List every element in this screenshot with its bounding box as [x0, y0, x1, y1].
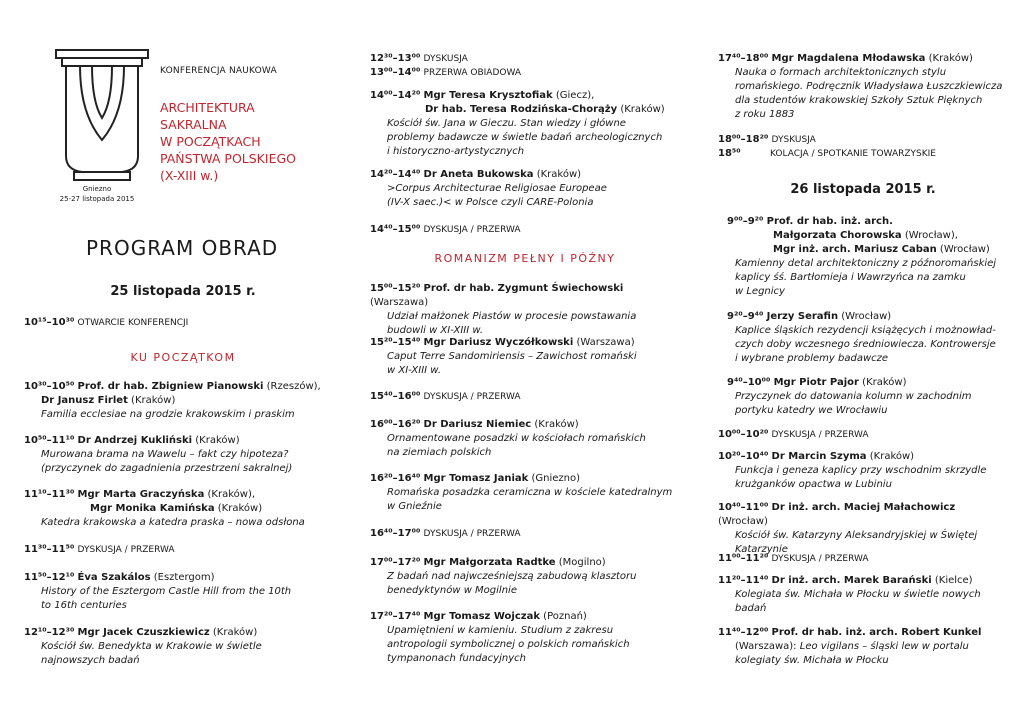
time-text: 10⁰⁰–10²⁰: [718, 429, 769, 440]
label-text: DYSKUSJA / PRZERWA: [77, 545, 175, 555]
label-text: DYSKUSJA / PRZERWA: [423, 529, 521, 539]
-text: SAKRALNA: [160, 117, 227, 132]
program-entry: [370, 556, 680, 598]
discussion-entry: [370, 52, 680, 66]
dinner-entry: [718, 147, 1008, 161]
conference-label: KONFERENCJA NAUKOWA: [160, 66, 277, 76]
program-entry: [370, 472, 680, 514]
title-text: Katarzynie: [735, 544, 788, 555]
aff-text: (Poznań): [543, 611, 587, 622]
aff-text: (Kraków): [620, 104, 665, 115]
title-text: czych doby wczesnego średniowiecza. Kontrowersje: [735, 339, 996, 350]
romanesque-capital-logo: [52, 44, 152, 204]
title-text: Kaplice śląskich rezydencji książęcych i możnowład-: [735, 325, 996, 336]
name-text: Mgr Monika Kamińska: [90, 503, 215, 514]
program-entry: [370, 610, 680, 666]
title-text: Kościół św. Benedykta w Krakowie w świetle: [41, 641, 262, 652]
title-a-text: Leo vigilans – śląski lew w portalu: [799, 641, 969, 652]
name-text: Mgr Magdalena Młodawska: [771, 53, 926, 64]
name-text: Prof. dr hab. inż. arch.: [766, 216, 893, 227]
time-text: 16²⁰–16⁴⁰: [370, 473, 421, 484]
aff-text: (Warszawa): [370, 297, 429, 308]
time-text: 11⁴⁰–12⁰⁰: [718, 627, 769, 638]
name-text: Mgr Tomasz Wojczak: [423, 611, 540, 622]
aff-text: (Wrocław): [718, 516, 768, 527]
program-entry: [718, 215, 1008, 299]
aff-text: (Kraków): [536, 169, 582, 180]
title-text: Ornamentowane posadzki w kościołach romańskich: [387, 433, 646, 444]
name-text: Dr Janusz Firlet: [41, 395, 128, 406]
title-text: >Corpus Architecturae Religiosae Europeae: [387, 183, 607, 194]
dates-text: 25-27 listopada 2015: [59, 195, 135, 203]
aff-text: (Kraków): [212, 627, 258, 638]
title-text: Funkcja i geneza kaplicy przy wschodnim skrzydle: [735, 465, 987, 476]
title-text: w XI-XIII w.: [387, 365, 442, 376]
program-entry: [718, 450, 1008, 492]
title-text: Przyczynek do datowania kolumn w zachodnim: [735, 391, 972, 402]
aff-text: (Mogilno): [558, 557, 606, 568]
title-text: tympanonach fundacyjnych: [387, 653, 526, 664]
discussion-entry: [370, 527, 680, 541]
time-text: 15⁰⁰–15²⁰: [370, 283, 421, 294]
time-text: 16⁰⁰–16²⁰: [370, 419, 421, 430]
title-text: dla studentów krakowskiej Szkoły Sztuk Pięknych: [735, 95, 983, 106]
program-entry: [718, 52, 1008, 122]
title-text: Udział małżonek Piastów w procesie powstawania: [387, 311, 637, 322]
title-text: romańskiego. Podręcznik Władysława Łuszczkiewicza: [735, 81, 1003, 92]
section-heading: ROMANIZM PEŁNY I PÓŹNY: [434, 252, 616, 265]
name-text: Mgr inż. arch. Mariusz Caban: [773, 244, 937, 255]
program-entry: [718, 376, 1008, 418]
title-text: w Gnieźnie: [387, 501, 442, 512]
label-text: KOLACJA / SPOTKANIE TOWARZYSKIE: [770, 149, 936, 159]
program-entry: [24, 434, 342, 476]
-text: PAŃSTWA POLSKIEGO: [160, 151, 296, 166]
title-text: budowli w XI-XIII w.: [387, 325, 484, 336]
time-text: 11⁰⁰–11²⁰: [718, 553, 769, 564]
aff-text: (Kraków): [869, 451, 915, 462]
name-text: Mgr Małgorzata Radtke: [423, 557, 556, 568]
discussion-entry: [24, 543, 342, 557]
-text: W POCZĄTKACH: [160, 134, 261, 149]
name-text: Prof. dr hab. Zbigniew Pianowski: [77, 381, 264, 392]
title-text: History of the Esztergom Castle Hill from the 10th: [41, 586, 292, 597]
title-text: Kolegiata św. Michała w Płocku w świetle nowych: [735, 589, 981, 600]
program-entry: [370, 418, 680, 460]
aff-text: (Wrocław),: [904, 230, 958, 241]
time-text: 11³⁰–11⁵⁰: [24, 544, 75, 555]
title-text: badań: [735, 603, 767, 614]
aff-text: (Giecz),: [555, 90, 595, 101]
aff-text: (Wrocław): [939, 244, 990, 255]
conference-place: [52, 184, 142, 204]
title-text: z roku 1883: [735, 109, 795, 120]
title-text: Kościół św. Katarzyny Aleksandryjskiej w Świętej: [735, 530, 978, 541]
label-text: DYSKUSJA / PRZERWA: [771, 430, 869, 440]
program-entry: [24, 626, 342, 668]
time-text: 16⁴⁰–17⁰⁰: [370, 528, 421, 539]
label-text: DYSKUSJA / PRZERWA: [423, 225, 521, 235]
title-text: portyku katedry we Wrocławiu: [735, 405, 888, 416]
label-text: DYSKUSJA: [771, 135, 816, 145]
title-text: Kamienny detal architektoniczny z późnoromańskiej: [735, 258, 997, 269]
day-heading: 25 listopada 2015 r.: [110, 284, 256, 299]
program-entry: [718, 574, 1008, 616]
time-text: 15⁴⁰–16⁰⁰: [370, 391, 421, 402]
discussion-entry: [718, 552, 1008, 566]
aff-text: (Kraków): [217, 503, 263, 514]
time-text: 10¹⁵–10³⁰: [24, 317, 75, 328]
time-text: 9⁴⁰–10⁰⁰: [727, 377, 771, 388]
discussion-entry: [718, 428, 1008, 442]
aff-text: (Kraków): [534, 419, 579, 430]
program-entry: [718, 626, 1008, 668]
label-text: PRZERWA OBIADOWA: [423, 68, 522, 78]
title-text: Z badań nad najwcześniejszą zabudową klasztoru: [387, 571, 637, 582]
program-entry: [24, 571, 342, 613]
time-text: 11⁵⁰–12¹⁰: [24, 572, 75, 583]
title-text: krużganków opactwa w Lubiniu: [735, 479, 892, 490]
aff-text: (Kraków),: [207, 489, 256, 500]
name-text: Mgr Piotr Pajor: [773, 377, 859, 388]
time-text: 9⁰⁰–9²⁰: [727, 216, 764, 227]
name-text: Dr Marcin Szyma: [771, 451, 867, 462]
title-text: Familia ecclesiae na grodzie krakowskim i praskim: [41, 409, 295, 420]
title-text: na ziemiach polskich: [387, 447, 492, 458]
name-text: Małgorzata Chorowska: [773, 230, 902, 241]
day-heading: 26 listopada 2015 r.: [790, 182, 936, 197]
aff-text: (Warszawa): [576, 337, 635, 348]
title-text: Romańska posadzka ceramiczna w kościele katedralnym: [387, 487, 673, 498]
title-text: problemy badawcze w świetle badań archeologicznych: [387, 132, 663, 143]
time-text: 17²⁰–17⁴⁰: [370, 611, 421, 622]
program-title: PROGRAM OBRAD: [86, 236, 279, 260]
name-text: Dr inż. arch. Marek Barański: [771, 575, 932, 586]
discussion-entry: [370, 223, 680, 237]
time-text: 14⁴⁰–15⁰⁰: [370, 224, 421, 235]
name-text: Prof. dr hab. inż. arch. Robert Kunkel: [771, 627, 982, 638]
program-entry: [24, 380, 342, 422]
name-text: Dr inż. arch. Maciej Małachowicz: [771, 502, 956, 513]
title-text: i wybrane problemy badawcze: [735, 353, 889, 364]
aff-text: (Kraków): [862, 377, 907, 388]
title-text: kolegiaty św. Michała w Płocku: [735, 655, 889, 666]
label-text: DYSKUSJA / PRZERWA: [771, 554, 869, 564]
title-text: (IV-X saec.)< w Polsce czyli CARE-Polonia: [387, 197, 594, 208]
program-entry: [370, 168, 680, 210]
name-text: Dr Dariusz Niemiec: [423, 419, 532, 430]
opening-entry: [24, 316, 342, 330]
conference-header: [52, 44, 352, 214]
program-entry: [370, 336, 680, 378]
time-text: 17⁰⁰–17²⁰: [370, 557, 421, 568]
time-text: 10⁵⁰–11¹⁰: [24, 435, 75, 446]
aff-text: (Warszawa):: [735, 641, 797, 652]
title-text: kaplicy śś. Bartłomieja i Wawrzyńca na zamku: [735, 272, 966, 283]
title-text: Nauka o formach architektonicznych stylu: [735, 67, 947, 78]
discussion-entry: [370, 390, 680, 404]
-text: (X-XIII w.): [160, 168, 219, 183]
title-text: Kościół św. Jana w Gieczu. Stan wiedzy i główne: [387, 118, 626, 129]
title-text: i historyczno-artystycznych: [387, 146, 525, 157]
aff-text: (Rzeszów),: [266, 381, 321, 392]
time-text: 12³⁰–13⁰⁰: [370, 53, 421, 64]
name-text: Jerzy Serafin: [766, 311, 839, 322]
name-text: Dr Aneta Bukowska: [423, 169, 534, 180]
time-text: 18⁰⁰–18²⁰: [718, 134, 769, 145]
label-text: OTWARCIE KONFERENCJI: [77, 318, 189, 328]
aff-text: (Gniezno): [531, 473, 580, 484]
time-text: 9²⁰–9⁴⁰: [727, 311, 764, 322]
time-text: 13⁰⁰–14⁰⁰: [370, 67, 421, 78]
title-text: Caput Terre Sandomiriensis – Zawichost romański: [387, 351, 637, 362]
time-text: 14⁰⁰–14²⁰: [370, 90, 421, 101]
program-entry: [370, 89, 680, 159]
time-text: 11²⁰–11⁴⁰: [718, 575, 769, 586]
-text: ARCHITEKTURA: [160, 100, 255, 115]
section-heading: KU POCZĄTKOM: [130, 351, 236, 364]
aff-text: (Wrocław): [841, 311, 892, 322]
aff-text: (Esztergom): [153, 572, 215, 583]
title-text: w Legnicy: [735, 286, 785, 297]
lunch-break-entry: [370, 66, 680, 80]
title-text: Murowana brama na Wawelu – fakt czy hipoteza?: [41, 449, 289, 460]
program-entry: [370, 282, 680, 338]
aff-text: (Kraków): [131, 395, 176, 406]
title-text: (przyczynek do zagadnienia przestrzeni sakralnej): [41, 463, 293, 474]
time-text: 10³⁰–10⁵⁰: [24, 381, 75, 392]
name-text: Mgr Jacek Czuszkiewicz: [77, 627, 210, 638]
time-text: 17⁴⁰–18⁰⁰: [718, 53, 769, 64]
aff-text: (Kraków): [195, 435, 240, 446]
aff-text: (Kielce): [934, 575, 973, 586]
name-text: Dr hab. Teresa Rodzińska-Chorąży: [425, 104, 618, 115]
name-text: Mgr Tomasz Janiak: [423, 473, 529, 484]
name-text: Mgr Dariusz Wyczółkowski: [423, 337, 574, 348]
title-text: to 16th centuries: [41, 600, 127, 611]
name-text: Éva Szakálos: [77, 572, 151, 583]
program-entry: [718, 310, 1008, 366]
program-entry: [718, 501, 1008, 557]
time-text: 10²⁰–10⁴⁰: [718, 451, 769, 462]
title-text: Katedra krakowska a katedra praska – nowa odsłona: [41, 517, 305, 528]
name-text: Mgr Marta Graczyńska: [77, 489, 205, 500]
title-text: benedyktynów w Mogilnie: [387, 585, 517, 596]
name-text: Prof. dr hab. Zygmunt Świechowski: [423, 283, 624, 294]
conference-title: [160, 99, 296, 184]
time-text: 14²⁰–14⁴⁰: [370, 169, 421, 180]
name-text: Mgr Teresa Krysztofiak: [423, 90, 553, 101]
aff-text: (Kraków): [928, 53, 973, 64]
label-text: DYSKUSJA / PRZERWA: [423, 392, 521, 402]
title-text: najnowszych badań: [41, 655, 140, 666]
title-text: antropologii symbolicznej o polskich romańskich: [387, 639, 630, 650]
time-text: 15²⁰–15⁴⁰: [370, 337, 421, 348]
label-text: DYSKUSJA: [423, 54, 468, 64]
name-text: Dr Andrzej Kukliński: [77, 435, 193, 446]
time-text: 12¹⁰–12³⁰: [24, 627, 75, 638]
time-text: 10⁴⁰–11⁰⁰: [718, 502, 769, 513]
title-text: Upamiętnieni w kamieniu. Studium z zakresu: [387, 625, 614, 636]
place-text: Gniezno: [82, 185, 112, 193]
time-text: 18⁵⁰: [718, 148, 741, 159]
time-text: 11¹⁰–11³⁰: [24, 489, 75, 500]
discussion-entry: [718, 133, 1008, 147]
program-entry: [24, 488, 342, 530]
